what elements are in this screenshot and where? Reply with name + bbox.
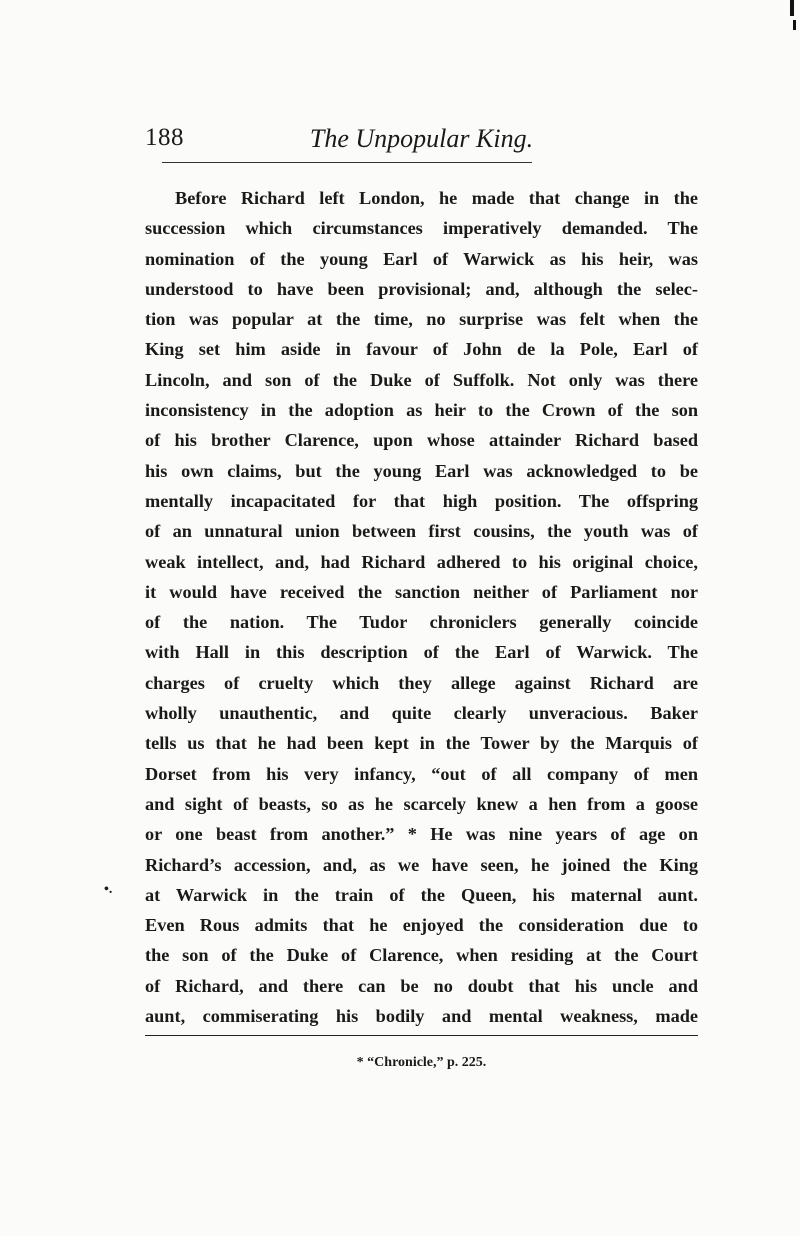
text-line: the son of the Duke of Clarence, when residing at the Court xyxy=(145,945,698,966)
text-line: Dorset from his very infancy, “out of all company of men xyxy=(145,763,698,784)
footnote: * “Chronicle,” p. 225. xyxy=(356,1055,487,1070)
text-line: understood to have been provisional; and, although the selec- xyxy=(145,278,698,299)
text-line: tells us that he had been kept in the Tower by the Marquis of xyxy=(145,733,698,754)
text-line: of Richard, and there can be no doubt that his uncle and xyxy=(145,975,698,996)
text-line: nomination of the young Earl of Warwick as his heir, was xyxy=(145,248,698,269)
footnote-rule xyxy=(145,1035,698,1036)
text-line: tion was popular at the time, no surprise was felt when the xyxy=(145,309,698,330)
text-line: of the nation. The Tudor chroniclers generally coincide xyxy=(145,612,698,633)
text-line: Even Rous admits that he enjoyed the consideration due to xyxy=(145,915,698,936)
text-line: charges of cruelty which they allege against Richard are xyxy=(145,672,698,693)
body-text xyxy=(145,183,698,1031)
text-line: Lincoln, and son of the Duke of Suffolk. Not only was there xyxy=(145,369,698,390)
text-line: Richard’s accession, and, as we have seen, he joined the King xyxy=(145,854,698,875)
text-line: King set him aside in favour of John de la Pole, Earl of xyxy=(145,339,698,360)
page-number: 188 xyxy=(145,124,184,151)
text-line: wholly unauthentic, and quite clearly unveracious. Baker xyxy=(145,703,698,724)
scan-mark xyxy=(790,0,794,16)
running-title: The Unpopular King. xyxy=(309,124,534,153)
text-line: aunt, commiserating his bodily and mental weakness, made xyxy=(145,1006,698,1027)
text-line: weak intellect, and, had Richard adhered to his original choice, xyxy=(145,551,698,572)
margin-mark: •. xyxy=(104,882,113,897)
page-header xyxy=(145,118,698,158)
text-line: at Warwick in the train of the Queen, his maternal aunt. xyxy=(145,884,698,905)
text-line: or one beast from another.” * He was nine years of age on xyxy=(145,824,698,845)
text-line: of an unnatural union between first cousins, the youth was of xyxy=(145,521,698,542)
text-line: succession which circumstances imperatively demanded. The xyxy=(145,218,698,239)
text-line: mentally incapacitated for that high position. The offspring xyxy=(145,490,698,511)
text-line: inconsistency in the adoption as heir to the Crown of the son xyxy=(145,400,698,421)
text-line: of his brother Clarence, upon whose attainder Richard based xyxy=(145,430,698,451)
text-line: with Hall in this description of the Earl of Warwick. The xyxy=(145,642,698,663)
text-line: and sight of beasts, so as he scarcely knew a hen from a goose xyxy=(145,793,698,814)
text-line: Before Richard left London, he made that change in the xyxy=(175,188,698,208)
text-line: it would have received the sanction neither of Parliament nor xyxy=(145,581,698,602)
text-line: his own claims, but the young Earl was acknowledged to be xyxy=(145,460,698,481)
header-rule xyxy=(162,162,532,163)
scan-mark xyxy=(793,20,796,30)
